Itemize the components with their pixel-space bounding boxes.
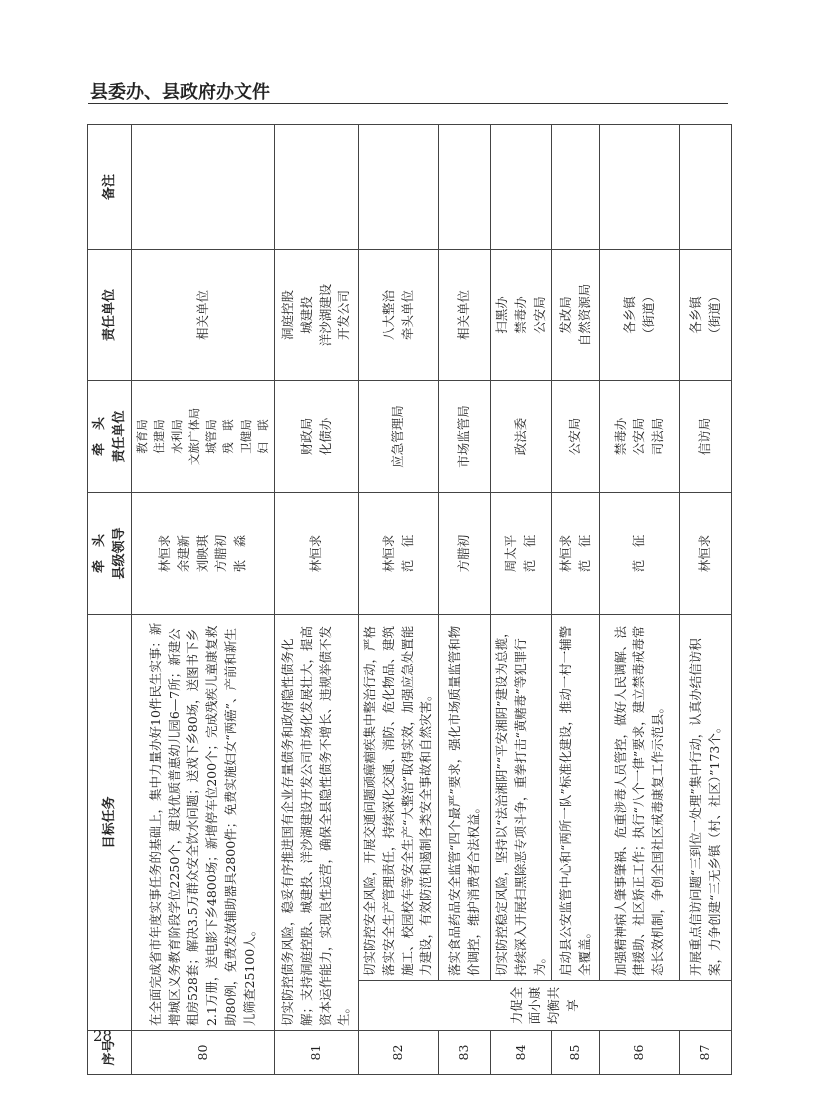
- table-row: [132, 124, 275, 1074]
- row-task: 切实防控稳定风险，坚持以“法治湘阴”“平安湘阴”建设为总揽，持续深入开展扫黑除恶专项斗争，重拳打击“黄赌毒”等犯罪行为。: [491, 614, 552, 980]
- row-lead-units: 信访局: [680, 380, 732, 492]
- row-lead-units: 市场监管局: [439, 380, 491, 492]
- table-row: [275, 124, 359, 1074]
- col-header-number: 序号: [88, 1031, 132, 1075]
- row-lead-units: 禁毒办 公安局 司法局: [600, 380, 680, 492]
- row-number: 80: [132, 1031, 275, 1075]
- table-row: [491, 124, 552, 1074]
- row-units: 各乡镇 （街道）: [680, 249, 732, 380]
- row-task: 落实食品药品安全监管“四个最严”要求，强化市场质量监管和物价调控，维护消费者合法权益。: [439, 614, 491, 980]
- table-row: [600, 124, 680, 1074]
- rotated-table-container: [87, 125, 722, 1075]
- row-units: 相关单位: [439, 249, 491, 380]
- row-leaders: 林恒求: [275, 492, 359, 614]
- row-number: 81: [275, 1031, 359, 1075]
- row-note: [491, 124, 552, 249]
- row-task: 切实防控安全风险，开展交通问题顽瘴痼疾集中整治行动，严格落实安全生产管理责任，持续深化交通、消防、危化物品、建筑施工、校园校车等安全生产“大整治”取得实效，加强应急处置能力建设，有效防范和遏制各类安全事故和自然灾害。: [359, 614, 439, 980]
- row-lead-units: 财政局 化债办: [275, 380, 359, 492]
- row-leaders: 方腊初: [439, 492, 491, 614]
- table-rotator: [87, 125, 722, 1075]
- row-leaders: 林恒求 余建新 刘映琪 方腊初 张 淼: [132, 492, 275, 614]
- row-task: 在全面完成省市年度实事任务的基础上，集中力量办好10件民生实事：新增城区义务教育阶段学位2250个，建设优质普惠幼儿园6—7所；新建公租房528套；解决3.5万群众安全饮水问题；送戏下乡80场，送图书下乡2.1万册，送电影下乡4800场；新增停车位200个；完成残疾儿童康复救助80例，免费发放辅助器具2800件；免费实施妇女“两癌”、产前和新生儿筛查25100人。: [132, 614, 275, 1030]
- row-leaders: 林恒求 范 征: [552, 492, 600, 614]
- row-note: [132, 124, 275, 249]
- table-row: [680, 124, 732, 1074]
- row-units: 各乡镇 （街道）: [600, 249, 680, 380]
- row-task: 加强精神病人肇事肇祸、危重涉毒人员管控，做好人民调解、法律援助、社区矫正工作；执行“八个一律”要求，建立禁毒戒毒常态长效机制，争创全国社区戒毒康复工作示范县。: [600, 614, 680, 980]
- row-lead-units: 应急管理局: [359, 380, 439, 492]
- table-header-row: [88, 124, 132, 1074]
- row-number: 85: [552, 1031, 600, 1075]
- row-task: 切实防控债务风险，稳妥有序推进国有企业存量债务和政府隐性债务化解；支持洞庭控股、城建投、洋沙湖建设开发公司市场化发展壮大，提高资本运作能力，实现良性运营，确保全县隐性债务不增长、违规举债不发生。: [275, 614, 359, 1030]
- row-number: 87: [680, 1031, 732, 1075]
- table-row: [359, 124, 439, 1074]
- row-number: 83: [439, 1031, 491, 1075]
- header-divider: [88, 103, 728, 104]
- row-note: [600, 124, 680, 249]
- row-units: 扫黑办 禁毒办 公安局: [491, 249, 552, 380]
- row-leaders: 林恒求: [680, 492, 732, 614]
- row-units: 发改局 自然资源局: [552, 249, 600, 380]
- document-header-title: 县委办、县政府办文件: [90, 82, 270, 103]
- row-units: 八大整治 牵头单位: [359, 249, 439, 380]
- row-leaders: 林恒求 范 征: [359, 492, 439, 614]
- row-lead-units: 公安局: [552, 380, 600, 492]
- row-lead-units: 教育局 住建局 水利局 文旅广体局 城管局 残 联 卫健局 妇 联: [132, 380, 275, 492]
- row-note: [680, 124, 732, 249]
- row-note: [439, 124, 491, 249]
- table-row: [439, 124, 491, 1074]
- row-leaders: 范 征: [600, 492, 680, 614]
- row-number: 84: [491, 1031, 552, 1075]
- task-table: [87, 124, 732, 1075]
- col-header-note: 备注: [88, 124, 132, 249]
- row-note: [275, 124, 359, 249]
- row-number: 86: [600, 1031, 680, 1075]
- row-number: 82: [359, 1031, 439, 1075]
- col-header-units: 责任单位: [88, 249, 132, 380]
- row-category: 力促全面小康均衡共享: [359, 981, 732, 1031]
- row-lead-units: 政法委: [491, 380, 552, 492]
- col-header-task: 目标任务: [88, 614, 132, 1030]
- row-task: 启动县公安监管中心和“两所一队”标准化建设，推动一村一辅警全覆盖。: [552, 614, 600, 980]
- col-header-leader: 牵 头 县级领导: [88, 492, 132, 614]
- row-note: [359, 124, 439, 249]
- table-row: [552, 124, 600, 1074]
- row-units: 相关单位: [132, 249, 275, 380]
- row-task: 开展重点信访问题“三到位一处理”集中行动，认真办结信访积案，力争创建“三无乡镇（村、社区）”173个。: [680, 614, 732, 980]
- row-leaders: 周太平 范 征: [491, 492, 552, 614]
- col-header-lead-unit: 牵 头 责任单位: [88, 380, 132, 492]
- row-note: [552, 124, 600, 249]
- page-number: 28: [93, 1027, 113, 1045]
- row-units: 洞庭控股 城建投 洋沙湖建设 开发公司: [275, 249, 359, 380]
